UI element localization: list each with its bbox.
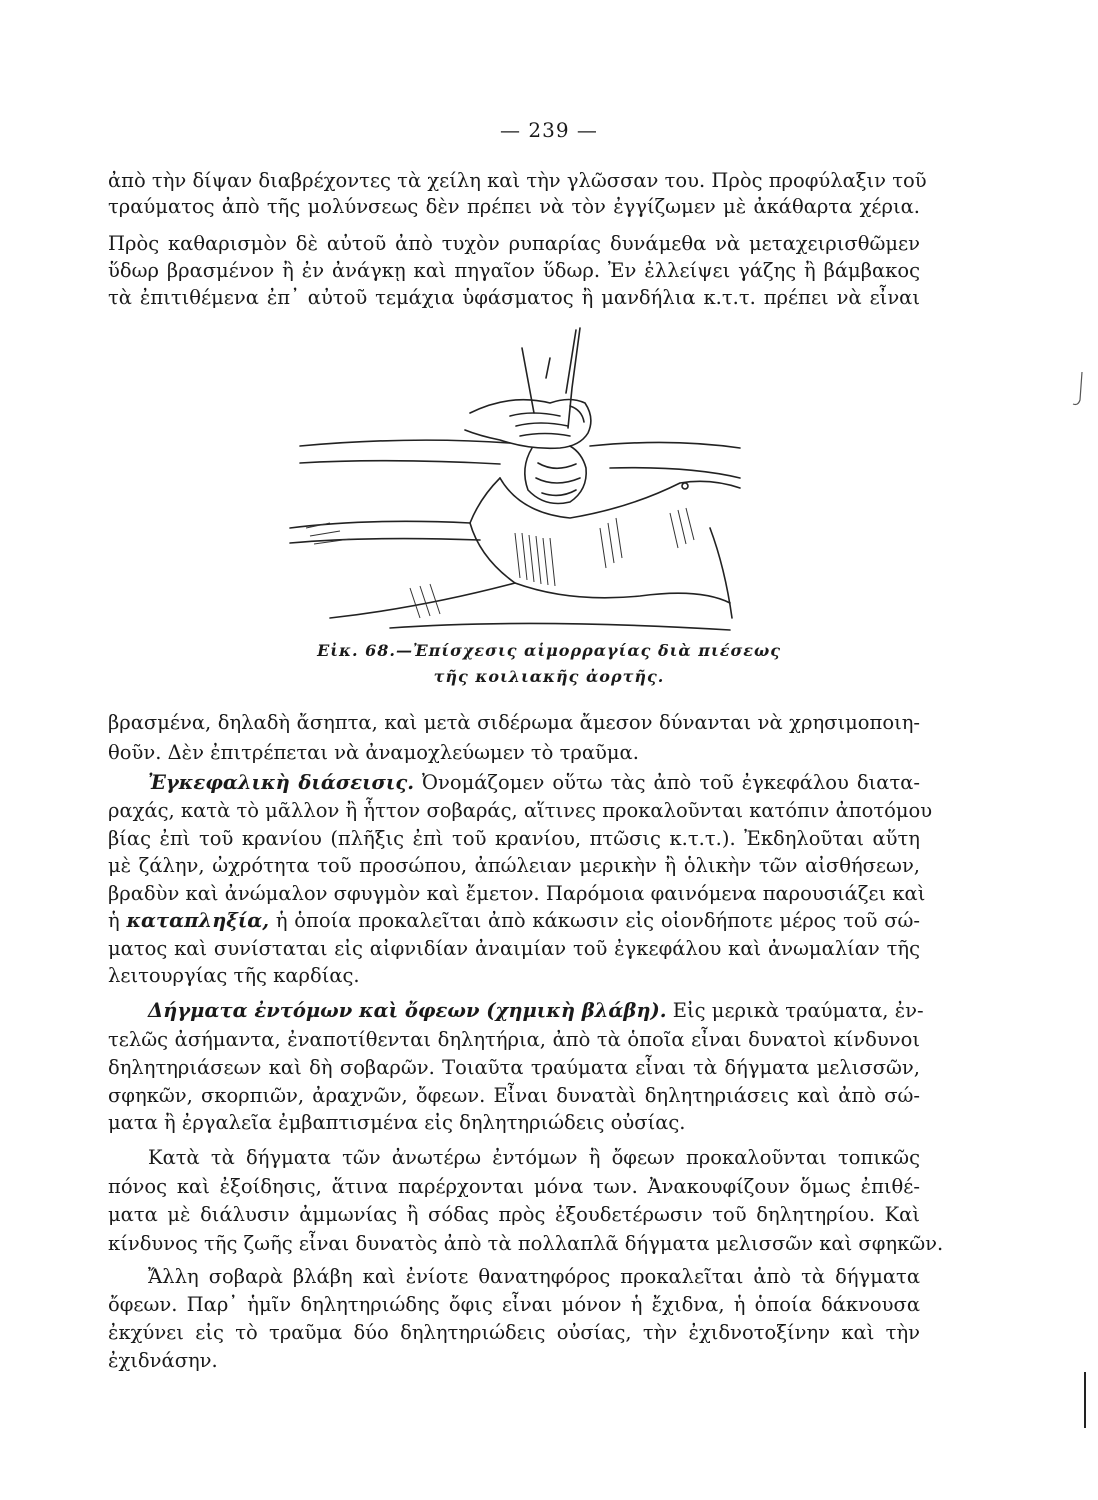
text-span: Εἰς μερικὰ τραύματα, ἐν- [672, 999, 924, 1022]
text-line: μὲ ζάλην, ὠχρότητα τοῦ προσώπου, ἀπώλειαν μερικὴν ἢ ὁλικὴν τῶν αἰσθήσεων, [108, 854, 920, 877]
text-line: τραύματος ἀπὸ τῆς μολύνσεως δὲν πρέπει νὰ τὸν ἐγγίζωμεν μὲ ἀκάθαρτα χέρια. [108, 195, 920, 218]
text-line: Κατὰ τὰ δήγματα τῶν ἀνωτέρω ἐντόμων ἢ ὄφεων προκαλοῦνται τοπικῶς [148, 1146, 920, 1169]
text-line: ματα μὲ διάλυσιν ἀμμωνίας ἢ σόδας πρὸς ἐξουδετέρωσιν τοῦ δηλητηρίου. Καὶ [108, 1203, 920, 1226]
text-line: Πρὸς καθαρισμὸν δὲ αὐτοῦ ἀπὸ τυχὸν ρυπαρίας δυνάμεθα νὰ μεταχειρισθῶμεν [108, 232, 920, 255]
text-line: ματα ἢ ἐργαλεῖα ἐμβαπτισμένα εἰς δηλητηριώδεις οὐσίας. [108, 1111, 686, 1134]
section-heading: Δήγματα ἐντόμων καὶ ὄφεων (χημικὴ βλάβη). [148, 999, 667, 1022]
text-line: τὰ ἐπιτιθέμενα ἐπ᾽ αὐτοῦ τεμάχια ὑφάσματος ἢ μανδήλια κ.τ.τ. πρέπει νὰ εἶναι [108, 286, 920, 309]
text-span: Ὀνομάζομεν οὕτω τὰς ἀπὸ τοῦ ἐγκεφάλου διατα- [422, 771, 920, 794]
text-span: ἡ ὁποία προκαλεῖται ἀπὸ κάκωσιν εἰς οἱονδήποτε μέρος τοῦ σώ- [275, 909, 920, 932]
text-line: λειτουργίας τῆς καρδίας. [108, 964, 360, 987]
text-line: ὄφεων. Παρ᾽ ἡμῖν δηλητηριώδης ὄφις εἶναι μόνον ἡ ἔχιδνα, ἡ ὁποία δάκνουσα [108, 1293, 920, 1316]
text-line: σφηκῶν, σκορπιῶν, ἀραχνῶν, ὄφεων. Εἶναι δυνατὰὶ δηλητηριάσεις καὶ ἀπὸ σώ- [108, 1084, 920, 1107]
section-heading-line [148, 998, 924, 1024]
text-line: βίας ἐπὶ τοῦ κρανίου (πλῆξις ἐπὶ τοῦ κρανίου, πτῶσις κ.τ.τ.). Ἐκδηλοῦται αὕτη [108, 827, 920, 850]
text-line: δηλητηριάσεων καὶ δὴ σοβαρῶν. Τοιαῦτα τραύματα εἶναι τὰ δήγματα μελισσῶν, [108, 1056, 920, 1079]
text-line: Ἄλλη σοβαρὰ βλάβη καὶ ἐνίοτε θανατηφόρος προκαλεῖται ἀπὸ τὰ δήγματα [148, 1265, 920, 1288]
text-line: τελῶς ἀσήμαντα, ἐναποτίθενται δηλητήρια, ἀπὸ τὰ ὁποῖα εἶναι δυνατοὶ κίνδυνοι [108, 1028, 920, 1051]
text-line: βραδὺν καὶ ἀνώμαλον σφυγμὸν καὶ ἔμετον. Παρόμοια φαινόμενα παρουσιάζει καὶ [108, 882, 926, 905]
scan-mark [1070, 370, 1090, 410]
section-heading: Ἐγκεφαλικὴ διάσεισις. [148, 771, 414, 794]
text-line: ἐκχύνει εἰς τὸ τραῦμα δύο δηλητηριώδεις οὐσίας, τὴν ἐχιδνοτοξίνην καὶ τὴν [108, 1321, 920, 1344]
text-line: πόνος καὶ ἐξοίδησις, ἅτινα παρέρχονται μόνα των. Ἀνακουφίζουν ὅμως ἐπιθέ- [108, 1175, 920, 1198]
figure-caption-line1: Εἰκ. 68.—Ἐπίσχεσις αἱμορραγίας διὰ πιέσεως [317, 641, 781, 660]
page-number: — 239 — [500, 118, 598, 142]
text-line: ματος καὶ συνίσταται εἰς αἰφνιδίαν ἀναιμίαν τοῦ ἐγκεφάλου καὶ ἀνωμαλίαν τῆς [108, 937, 920, 960]
text-line [108, 908, 920, 934]
scan-mark [1080, 1370, 1090, 1430]
text-line: ἐχιδνάσην. [108, 1349, 218, 1372]
text-span: ἡ [108, 909, 120, 932]
figure-caption-line2: τῆς κοιλιακῆς ἀορτῆς. [433, 667, 665, 686]
term-kataplixia: καταπληξία, [126, 909, 270, 932]
section-heading-line [148, 770, 920, 796]
text-line: ὕδωρ βρασμένον ἢ ἐν ἀνάγκῃ καὶ πηγαῖον ὕδωρ. Ἐν ἐλλείψει γάζης ἢ βάμβακος [108, 259, 920, 282]
text-line: ἀπὸ τὴν δίψαν διαβρέχοντες τὰ χείλη καὶ τὴν γλῶσσαν του. Πρὸς προφύλαξιν τοῦ [108, 169, 927, 192]
illustration-abdominal-aorta-compression [270, 318, 770, 638]
text-line: ραχάς, κατὰ τὸ μᾶλλον ἢ ἧττον σοβαράς, αἵτινες προκαλοῦνται κατόπιν ἀποτόμου [108, 799, 933, 822]
text-line: βρασμένα, δηλαδὴ ἄσηπτα, καὶ μετὰ σιδέρωμα ἄμεσον δύνανται νὰ χρησιμοποιη- [108, 711, 920, 734]
text-line: κίνδυνος τῆς ζωῆς εἶναι δυνατὸς ἀπὸ τὰ πολλαπλᾶ δήγματα μελισσῶν καὶ σφηκῶν. [108, 1232, 944, 1255]
text-line: θοῦν. Δὲν ἐπιτρέπεται νὰ ἀναμοχλεύωμεν τὸ τραῦμα. [108, 741, 639, 764]
